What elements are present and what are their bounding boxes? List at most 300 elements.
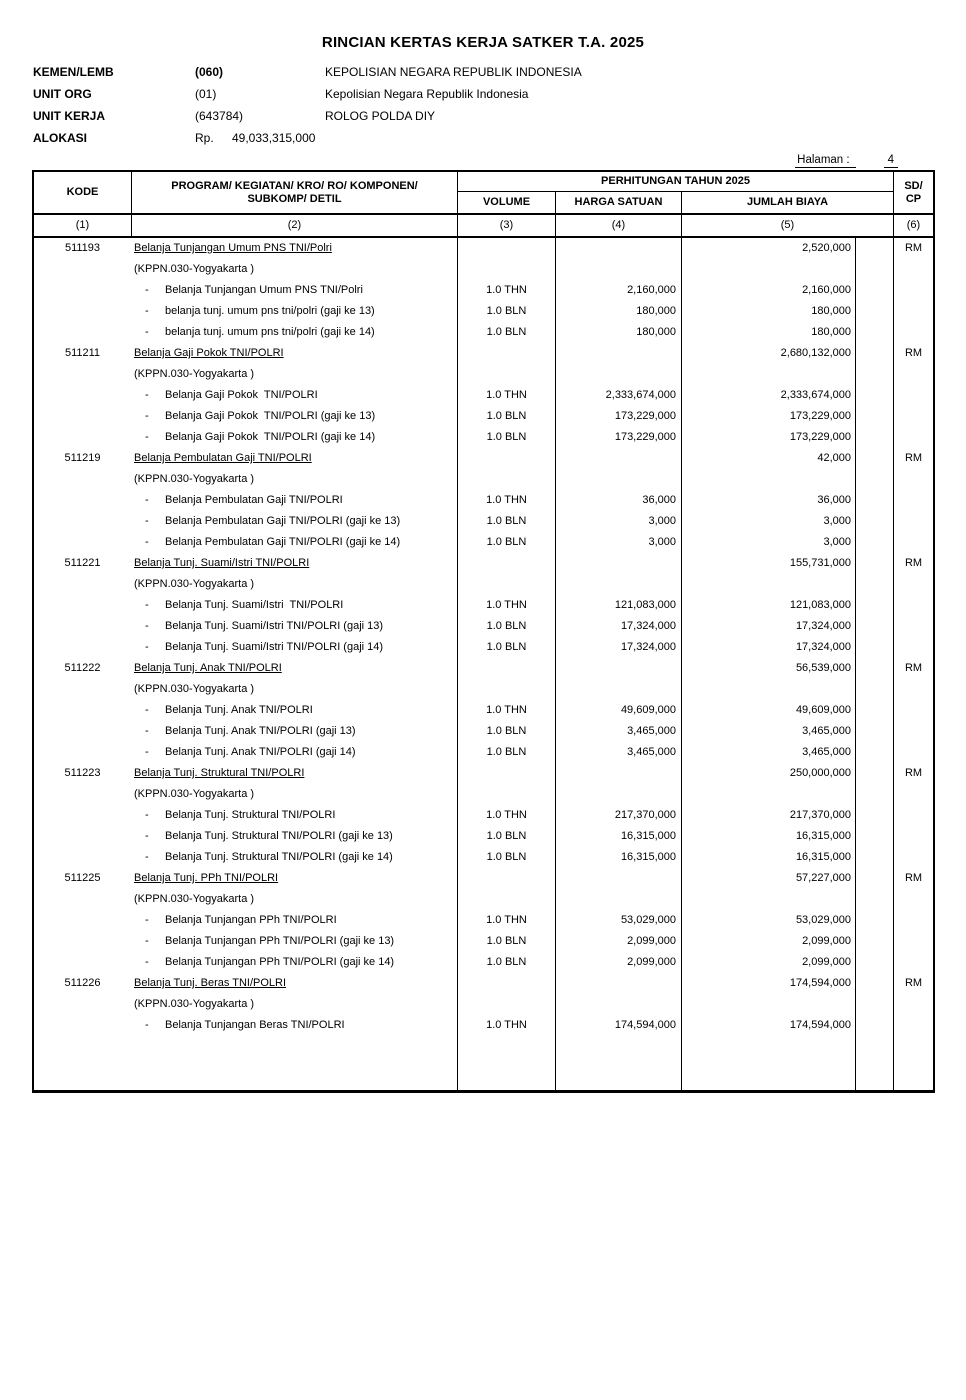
sdcp-cell: RM: [893, 238, 933, 259]
volume-cell: [457, 448, 555, 469]
sdcp-cell: [893, 301, 933, 322]
jumlah-cell: [681, 994, 855, 1015]
spacer-cell: [855, 469, 893, 490]
kode-cell: 511223: [64, 767, 101, 779]
detail-label: Belanja Tunjangan Beras TNI/POLRI: [165, 1019, 345, 1031]
kppn-cell: (KPPN.030-Yogyakarta ): [134, 263, 255, 275]
kode-cell: [34, 805, 131, 826]
volume-cell: 1.0 BLN: [457, 322, 555, 343]
volume-cell: 1.0 THN: [457, 1015, 555, 1036]
detail-item-cell: [131, 637, 457, 658]
harga-cell: [555, 343, 681, 364]
kode-cell: [34, 322, 131, 343]
program-title-cell: [131, 763, 457, 784]
detail-label: Belanja Tunj. Suami/Istri TNI/POLRI (gaji 13): [165, 620, 384, 632]
kode-cell: [34, 910, 131, 931]
kode-cell: [34, 742, 131, 763]
detail-item-cell: [131, 700, 457, 721]
volume-cell: [457, 784, 555, 805]
volume-cell: [457, 574, 555, 595]
volume-cell: [457, 343, 555, 364]
detail-item-cell: [131, 385, 457, 406]
detail-label: Belanja Tunjangan PPh TNI/POLRI: [165, 914, 337, 926]
detail-dash: -: [145, 410, 149, 422]
kode-cell: 511193: [64, 242, 101, 254]
jumlah-cell: 180,000: [681, 322, 855, 343]
kode-cell: [34, 700, 131, 721]
account-title: Belanja Pembulatan Gaji TNI/POLRI: [134, 452, 312, 464]
filler-cell: [457, 1036, 555, 1090]
jumlah-cell: 57,227,000: [681, 868, 855, 889]
harga-cell: [555, 448, 681, 469]
jumlah-cell: [681, 364, 855, 385]
spacer-cell: [855, 952, 893, 973]
header-volume: VOLUME: [457, 192, 555, 213]
filler-cell: [893, 1036, 933, 1090]
jumlah-cell: 2,680,132,000: [681, 343, 855, 364]
sdcp-cell: [893, 826, 933, 847]
sdcp-cell: [893, 427, 933, 448]
detail-item-cell: [131, 1015, 457, 1036]
spacer-cell: [855, 784, 893, 805]
meta-code: Rp.: [195, 131, 214, 145]
colnum-6: (6): [893, 215, 933, 236]
kode-cell: [34, 784, 131, 805]
detail-label: Belanja Gaji Pokok TNI/POLRI: [165, 389, 318, 401]
harga-cell: 2,099,000: [555, 931, 681, 952]
jumlah-cell: 3,465,000: [681, 742, 855, 763]
volume-cell: 1.0 BLN: [457, 826, 555, 847]
kode-cell: [34, 532, 131, 553]
detail-dash: -: [145, 494, 149, 506]
jumlah-cell: 2,099,000: [681, 952, 855, 973]
kode-cell: [34, 637, 131, 658]
jumlah-cell: 174,594,000: [681, 1015, 855, 1036]
jumlah-cell: [681, 574, 855, 595]
filler-cell: [855, 1036, 893, 1090]
program-title-cell: [131, 448, 457, 469]
page-number-line: [0, 151, 966, 168]
sdcp-cell: [893, 616, 933, 637]
jumlah-cell: 2,520,000: [681, 238, 855, 259]
account-title: Belanja Gaji Pokok TNI/POLRI: [134, 347, 284, 359]
kode-cell: [34, 616, 131, 637]
jumlah-cell: [681, 889, 855, 910]
kode-cell: [34, 931, 131, 952]
detail-item-cell: [131, 301, 457, 322]
jumlah-cell: 42,000: [681, 448, 855, 469]
meta-code: (060): [195, 65, 224, 79]
detail-label: Belanja Tunj. Suami/Istri TNI/POLRI (gaji 14): [165, 641, 384, 653]
volume-cell: [457, 679, 555, 700]
volume-cell: [457, 868, 555, 889]
harga-cell: 2,333,674,000: [555, 385, 681, 406]
sdcp-cell: [893, 889, 933, 910]
harga-cell: 174,594,000: [555, 1015, 681, 1036]
spacer-cell: [855, 574, 893, 595]
kode-cell: [34, 679, 131, 700]
account-title: Belanja Tunj. Suami/Istri TNI/POLRI: [134, 557, 310, 569]
kode-cell: [34, 994, 131, 1015]
jumlah-cell: [681, 679, 855, 700]
sdcp-cell: RM: [893, 973, 933, 994]
detail-label: Belanja Pembulatan Gaji TNI/POLRI (gaji ke 14): [165, 536, 401, 548]
account-title: Belanja Tunjangan Umum PNS TNI/Polri: [134, 242, 332, 254]
detail-label: Belanja Tunjangan PPh TNI/POLRI (gaji ke 14): [165, 956, 395, 968]
harga-cell: [555, 889, 681, 910]
volume-cell: 1.0 BLN: [457, 616, 555, 637]
account-title: Belanja Tunj. Beras TNI/POLRI: [134, 977, 287, 989]
letterhead-meta: [33, 61, 966, 149]
detail-dash: -: [145, 641, 149, 653]
harga-cell: [555, 973, 681, 994]
jumlah-cell: 2,333,674,000: [681, 385, 855, 406]
harga-cell: [555, 259, 681, 280]
harga-cell: [555, 763, 681, 784]
sdcp-cell: [893, 637, 933, 658]
sdcp-cell: [893, 385, 933, 406]
spacer-cell: [855, 679, 893, 700]
filler-cell: [555, 1036, 681, 1090]
jumlah-cell: 16,315,000: [681, 847, 855, 868]
sdcp-cell: RM: [893, 343, 933, 364]
kode-cell: [34, 574, 131, 595]
jumlah-cell: 36,000: [681, 490, 855, 511]
sdcp-cell: [893, 280, 933, 301]
sdcp-cell: [893, 910, 933, 931]
kppn-cell: (KPPN.030-Yogyakarta ): [134, 473, 255, 485]
harga-cell: 121,083,000: [555, 595, 681, 616]
volume-cell: [457, 763, 555, 784]
harga-cell: [555, 553, 681, 574]
volume-cell: 1.0 THN: [457, 280, 555, 301]
jumlah-cell: 3,465,000: [681, 721, 855, 742]
detail-dash: -: [145, 956, 149, 968]
kode-cell: [34, 385, 131, 406]
filler-cell: [131, 1036, 457, 1090]
spacer-cell: [855, 490, 893, 511]
sdcp-cell: [893, 532, 933, 553]
spacer-cell: [855, 595, 893, 616]
harga-cell: 2,160,000: [555, 280, 681, 301]
detail-item-cell: [131, 910, 457, 931]
detail-dash: -: [145, 599, 149, 611]
sdcp-cell: [893, 679, 933, 700]
program-title-cell: [131, 343, 457, 364]
detail-dash: -: [145, 536, 149, 548]
spacer-cell: [855, 700, 893, 721]
spacer-cell: [855, 280, 893, 301]
harga-cell: 16,315,000: [555, 826, 681, 847]
volume-cell: 1.0 THN: [457, 700, 555, 721]
document-page: [0, 34, 966, 1400]
meta-row-unitkerja: [33, 105, 966, 127]
jumlah-cell: [681, 259, 855, 280]
page-title: RINCIAN KERTAS KERJA SATKER T.A. 2025: [321, 34, 645, 51]
volume-cell: [457, 364, 555, 385]
kppn-cell: (KPPN.030-Yogyakarta ): [134, 683, 255, 695]
detail-dash: -: [145, 704, 149, 716]
detail-item-cell: [131, 721, 457, 742]
detail-dash: -: [145, 809, 149, 821]
spacer-cell: [855, 826, 893, 847]
detail-item-cell: [131, 931, 457, 952]
kode-cell: [34, 490, 131, 511]
spacer-cell: [855, 427, 893, 448]
kode-cell: 511211: [64, 347, 101, 359]
kode-cell: [34, 511, 131, 532]
detail-dash: -: [145, 1019, 149, 1031]
detail-label: Belanja Pembulatan Gaji TNI/POLRI (gaji ke 13): [165, 515, 401, 527]
volume-cell: 1.0 BLN: [457, 532, 555, 553]
spacer-cell: [855, 847, 893, 868]
spacer-cell: [855, 301, 893, 322]
detail-dash: -: [145, 914, 149, 926]
meta-label: ALOKASI: [33, 131, 87, 145]
harga-cell: 180,000: [555, 301, 681, 322]
meta-value: Kepolisian Negara Republik Indonesia: [325, 87, 529, 101]
volume-cell: 1.0 BLN: [457, 637, 555, 658]
volume-cell: [457, 994, 555, 1015]
harga-cell: [555, 868, 681, 889]
meta-code: (01): [195, 87, 217, 101]
halaman-value: 4: [884, 154, 898, 168]
volume-cell: [457, 238, 555, 259]
sdcp-cell: [893, 595, 933, 616]
detail-dash: -: [145, 851, 149, 863]
detail-label: Belanja Tunj. Struktural TNI/POLRI (gaji ke 14): [165, 851, 393, 863]
detail-dash: -: [145, 305, 149, 317]
volume-cell: 1.0 THN: [457, 490, 555, 511]
volume-cell: 1.0 THN: [457, 385, 555, 406]
kppn-cell: (KPPN.030-Yogyakarta ): [134, 893, 255, 905]
detail-dash: -: [145, 830, 149, 842]
detail-dash: -: [145, 515, 149, 527]
kode-cell: [34, 952, 131, 973]
colnum-2: (2): [131, 215, 457, 236]
jumlah-cell: 3,000: [681, 532, 855, 553]
kppn-cell: (KPPN.030-Yogyakarta ): [134, 368, 255, 380]
kppn-cell: (KPPN.030-Yogyakarta ): [134, 788, 255, 800]
spacer-cell: [855, 322, 893, 343]
spacer-cell: [855, 406, 893, 427]
meta-label: KEMEN/LEMB: [33, 65, 114, 79]
sdcp-cell: [893, 847, 933, 868]
sdcp-cell: [893, 994, 933, 1015]
detail-item-cell: [131, 511, 457, 532]
meta-row-kemenlemb: [33, 61, 966, 83]
spacer-cell: [855, 637, 893, 658]
meta-value: ROLOG POLDA DIY: [325, 109, 436, 123]
detail-label: Belanja Tunjangan PPh TNI/POLRI (gaji ke 13): [165, 935, 395, 947]
filler-cell: [681, 1036, 855, 1090]
kode-cell: [34, 406, 131, 427]
kode-cell: 511221: [64, 557, 101, 569]
header-cp: CP: [905, 192, 922, 205]
kode-cell: 511219: [64, 452, 101, 464]
kode-cell: 511225: [64, 872, 101, 884]
detail-item-cell: [131, 595, 457, 616]
volume-cell: [457, 553, 555, 574]
kode-cell: 511226: [64, 977, 101, 989]
halaman-label: Halaman :: [795, 154, 855, 168]
filler-cell: [34, 1036, 131, 1090]
spacer-cell: [855, 385, 893, 406]
detail-label: Belanja Tunj. Anak TNI/POLRI (gaji 13): [165, 725, 356, 737]
detail-item-cell: [131, 322, 457, 343]
meta-row-unitorg: [33, 83, 966, 105]
harga-cell: 173,229,000: [555, 427, 681, 448]
sdcp-cell: [893, 490, 933, 511]
colnum-3: (3): [457, 215, 555, 236]
detail-item-cell: [131, 805, 457, 826]
detail-item-cell: [131, 952, 457, 973]
sdcp-cell: [893, 931, 933, 952]
header-sd: SD/: [904, 179, 923, 192]
harga-cell: 17,324,000: [555, 637, 681, 658]
jumlah-cell: 17,324,000: [681, 637, 855, 658]
spacer-cell: [855, 910, 893, 931]
harga-cell: 49,609,000: [555, 700, 681, 721]
header-program-line2: SUBKOMP/ DETIL: [247, 192, 342, 205]
header-jumlah-biaya: JUMLAH BIAYA: [681, 192, 893, 213]
sdcp-cell: [893, 322, 933, 343]
sdcp-cell: [893, 742, 933, 763]
spacer-cell: [855, 511, 893, 532]
spacer-cell: [855, 448, 893, 469]
program-title-cell: [131, 553, 457, 574]
harga-cell: 173,229,000: [555, 406, 681, 427]
spacer-cell: [855, 763, 893, 784]
jumlah-cell: 217,370,000: [681, 805, 855, 826]
detail-item-cell: [131, 742, 457, 763]
sdcp-cell: [893, 1015, 933, 1036]
meta-value: 49,033,315,000: [232, 131, 316, 145]
sdcp-cell: [893, 364, 933, 385]
spacer-cell: [855, 616, 893, 637]
colnum-1: (1): [75, 219, 90, 231]
harga-cell: 2,099,000: [555, 952, 681, 973]
detail-label: Belanja Tunj. Anak TNI/POLRI: [165, 704, 313, 716]
jumlah-cell: 2,099,000: [681, 931, 855, 952]
header-perhitungan: PERHITUNGAN TAHUN 2025: [457, 172, 893, 192]
spacer-cell: [855, 1015, 893, 1036]
detail-dash: -: [145, 389, 149, 401]
sdcp-cell: [893, 406, 933, 427]
kode-cell: [34, 847, 131, 868]
volume-cell: 1.0 THN: [457, 595, 555, 616]
sdcp-cell: RM: [893, 763, 933, 784]
harga-cell: [555, 658, 681, 679]
detail-label: Belanja Tunj. Suami/Istri TNI/POLRI: [165, 599, 344, 611]
table-column-numbers: [34, 215, 933, 238]
detail-item-cell: [131, 616, 457, 637]
spacer-cell: [855, 259, 893, 280]
volume-cell: [457, 889, 555, 910]
meta-row-alokasi: [33, 127, 966, 149]
spacer-cell: [855, 931, 893, 952]
volume-cell: 1.0 THN: [457, 805, 555, 826]
harga-cell: 180,000: [555, 322, 681, 343]
jumlah-cell: 173,229,000: [681, 406, 855, 427]
kode-cell: [34, 301, 131, 322]
kode-cell: [34, 889, 131, 910]
spacer-cell: [855, 721, 893, 742]
jumlah-cell: 2,160,000: [681, 280, 855, 301]
sdcp-cell: [893, 700, 933, 721]
harga-cell: [555, 574, 681, 595]
colnum-5: (5): [681, 215, 893, 236]
harga-cell: [555, 679, 681, 700]
detail-dash: -: [145, 431, 149, 443]
volume-cell: 1.0 BLN: [457, 301, 555, 322]
spacer-cell: [855, 889, 893, 910]
detail-dash: -: [145, 326, 149, 338]
volume-cell: 1.0 BLN: [457, 511, 555, 532]
kode-cell: [34, 721, 131, 742]
volume-cell: 1.0 BLN: [457, 721, 555, 742]
header-sdcp: [893, 172, 933, 213]
volume-cell: 1.0 BLN: [457, 952, 555, 973]
spacer-cell: [855, 238, 893, 259]
kode-cell: [34, 826, 131, 847]
program-title-cell: [131, 868, 457, 889]
jumlah-cell: 250,000,000: [681, 763, 855, 784]
jumlah-cell: 56,539,000: [681, 658, 855, 679]
harga-cell: [555, 994, 681, 1015]
sdcp-cell: [893, 511, 933, 532]
detail-label: Belanja Gaji Pokok TNI/POLRI (gaji ke 14): [165, 431, 376, 443]
account-title: Belanja Tunj. Struktural TNI/POLRI: [134, 767, 305, 779]
kppn-cell: (KPPN.030-Yogyakarta ): [134, 998, 255, 1010]
harga-cell: [555, 238, 681, 259]
kode-cell: [34, 1015, 131, 1036]
jumlah-cell: [681, 784, 855, 805]
volume-cell: 1.0 THN: [457, 910, 555, 931]
detail-dash: -: [145, 935, 149, 947]
detail-label: Belanja Tunj. Struktural TNI/POLRI: [165, 809, 336, 821]
jumlah-cell: 155,731,000: [681, 553, 855, 574]
volume-cell: [457, 658, 555, 679]
jumlah-cell: 16,315,000: [681, 826, 855, 847]
harga-cell: 3,465,000: [555, 721, 681, 742]
harga-cell: 3,000: [555, 532, 681, 553]
detail-label: Belanja Pembulatan Gaji TNI/POLRI: [165, 494, 343, 506]
sdcp-cell: [893, 952, 933, 973]
detail-dash: -: [145, 620, 149, 632]
volume-cell: 1.0 BLN: [457, 742, 555, 763]
header-harga-satuan: HARGA SATUAN: [555, 192, 681, 213]
header-kode: KODE: [66, 186, 99, 198]
spacer-cell: [855, 868, 893, 889]
sdcp-cell: [893, 784, 933, 805]
volume-cell: [457, 973, 555, 994]
detail-item-cell: [131, 826, 457, 847]
spacer-cell: [855, 553, 893, 574]
detail-label: Belanja Tunjangan Umum PNS TNI/Polri: [165, 284, 363, 296]
account-title: Belanja Tunj. PPh TNI/POLRI: [134, 872, 279, 884]
harga-cell: [555, 469, 681, 490]
account-title: Belanja Tunj. Anak TNI/POLRI: [134, 662, 282, 674]
sdcp-cell: RM: [893, 553, 933, 574]
harga-cell: [555, 784, 681, 805]
volume-cell: [457, 469, 555, 490]
detail-label: belanja tunj. umum pns tni/polri (gaji ke 13): [165, 305, 375, 317]
kppn-cell: (KPPN.030-Yogyakarta ): [134, 578, 255, 590]
detail-item-cell: [131, 847, 457, 868]
spacer-cell: [855, 532, 893, 553]
sdcp-cell: [893, 721, 933, 742]
